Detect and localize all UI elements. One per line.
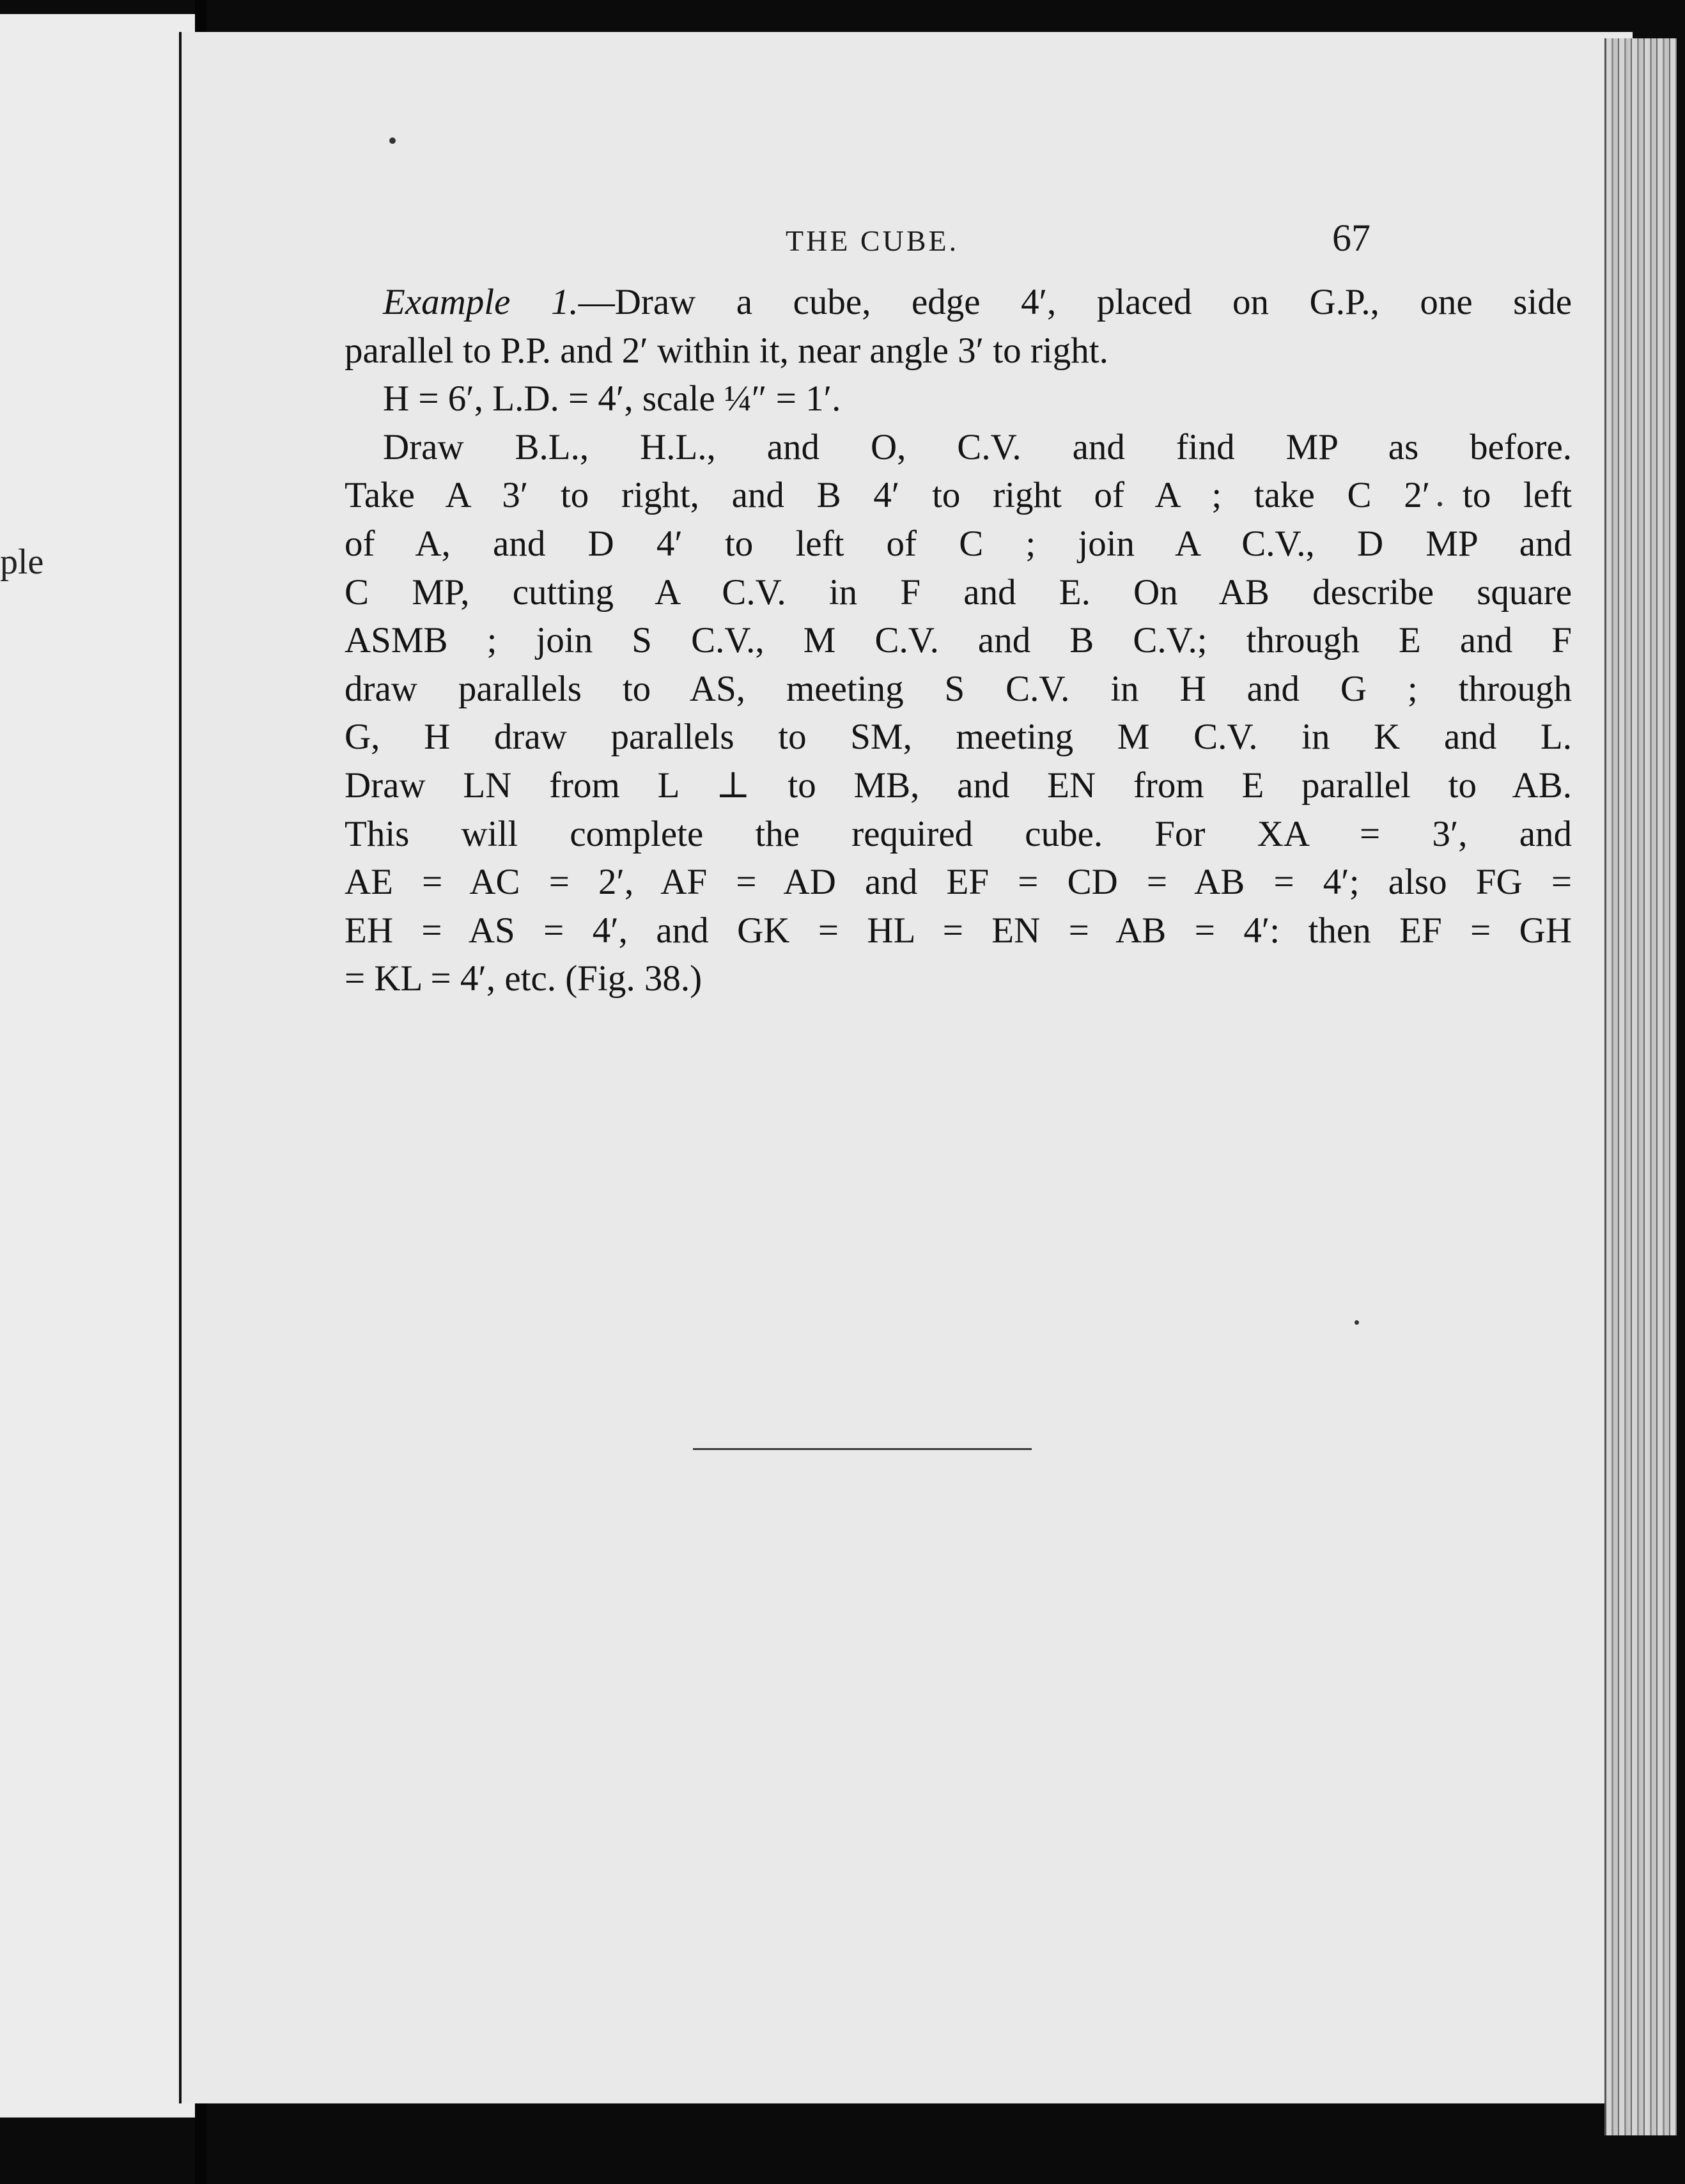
left-page-text-fragment: ple [0, 542, 44, 582]
example-label: Example 1. [383, 282, 578, 322]
section-divider-rule [693, 1448, 1032, 1450]
running-title: THE CUBE. [786, 224, 959, 257]
text-line: AE = AC = 2′, AF = AD and EF = CD = AB = 4′; also FG = [345, 862, 1572, 903]
text-line: = KL = 4′, etc. (Fig. 38.) [345, 958, 703, 999]
left-facing-page [0, 14, 195, 2118]
text-line: H = 6′, L.D. = 4′, scale ¼″ = 1′. [383, 378, 841, 419]
text-line: EH = AS = 4′, and GK = HL = EN = AB = 4′: then EF = GH [345, 910, 1572, 951]
ink-speck [389, 137, 396, 144]
page-edges [1604, 38, 1677, 2135]
text-line: draw parallels to AS, meeting S C.V. in H and G ; through [345, 668, 1572, 709]
text-line: parallel to P.P. and 2′ within it, near angle 3′ to right. [345, 330, 1108, 371]
right-page [179, 32, 1633, 2103]
text-line: This will complete the required cube. For XA = 3′, and [345, 813, 1572, 854]
ink-speck [1355, 1320, 1359, 1325]
page-number: 67 [1332, 217, 1371, 259]
body-paragraphs [345, 278, 1572, 1003]
text-line: ASMB ; join S C.V., M C.V. and B C.V.; through E and F [345, 620, 1572, 661]
text-line: C MP, cutting A C.V. in F and E. On AB describe square [345, 572, 1572, 612]
text-line [345, 278, 1572, 327]
text-line: Draw B.L., H.L., and O, C.V. and find MP as before. [383, 426, 1572, 467]
text-line: of A, and D 4′ to left of C ; join A C.V., D MP and [345, 523, 1572, 564]
text-line: Take A 3′ to right, and B 4′ to right of A ; take C 2′ to left [345, 475, 1572, 516]
text-line: G, H draw parallels to SM, meeting M C.V. in K and L. [345, 717, 1572, 758]
text-line: Draw LN from L ⊥ to MB, and EN from E parallel to AB. [345, 765, 1572, 806]
text-line-content: —Draw a cube, edge 4′, placed on G.P., one side [578, 282, 1572, 322]
page-header [182, 205, 1633, 262]
